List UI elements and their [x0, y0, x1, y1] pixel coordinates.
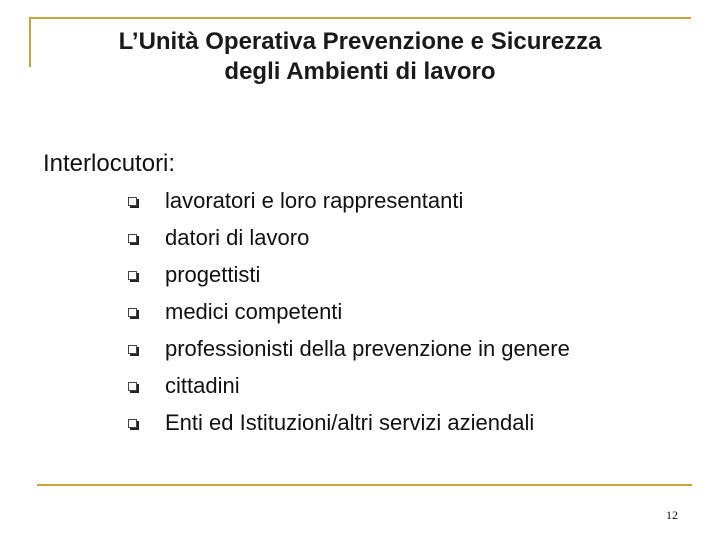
checkbox-bullet-icon [128, 419, 137, 428]
title-line-2: degli Ambienti di lavoro [224, 58, 496, 85]
list-item [128, 186, 570, 216]
checkbox-bullet-icon [128, 197, 137, 206]
list-item [128, 334, 570, 364]
bottom-border-line [37, 484, 692, 486]
slide-title [40, 27, 680, 87]
checkbox-bullet-icon [128, 271, 137, 280]
list-item-text: Enti ed Istituzioni/altri servizi aziendali [165, 410, 535, 435]
list-item [128, 223, 570, 253]
checkbox-bullet-icon [128, 308, 137, 317]
top-border-line [30, 17, 691, 19]
checkbox-bullet-icon [128, 234, 137, 243]
checkbox-bullet-icon [128, 382, 137, 391]
interlocutors-list [128, 186, 570, 445]
list-item-text: cittadini [165, 373, 240, 398]
list-item [128, 297, 570, 327]
list-item-text: lavoratori e loro rappresentanti [165, 188, 464, 213]
checkbox-bullet-icon [128, 345, 137, 354]
intro-label: Interlocutori: [43, 150, 176, 177]
list-item [128, 260, 570, 290]
list-item-text: professionisti della prevenzione in genere [165, 336, 570, 361]
list-item-text: medici competenti [165, 299, 343, 324]
list-item [128, 371, 570, 401]
title-line-1: L’Unità Operativa Prevenzione e Sicurezza [118, 28, 602, 55]
list-item [128, 408, 570, 438]
list-item-text: progettisti [165, 262, 261, 287]
list-item-text: datori di lavoro [165, 225, 310, 250]
left-border-line [29, 17, 31, 67]
page-number: 12 [666, 508, 678, 522]
